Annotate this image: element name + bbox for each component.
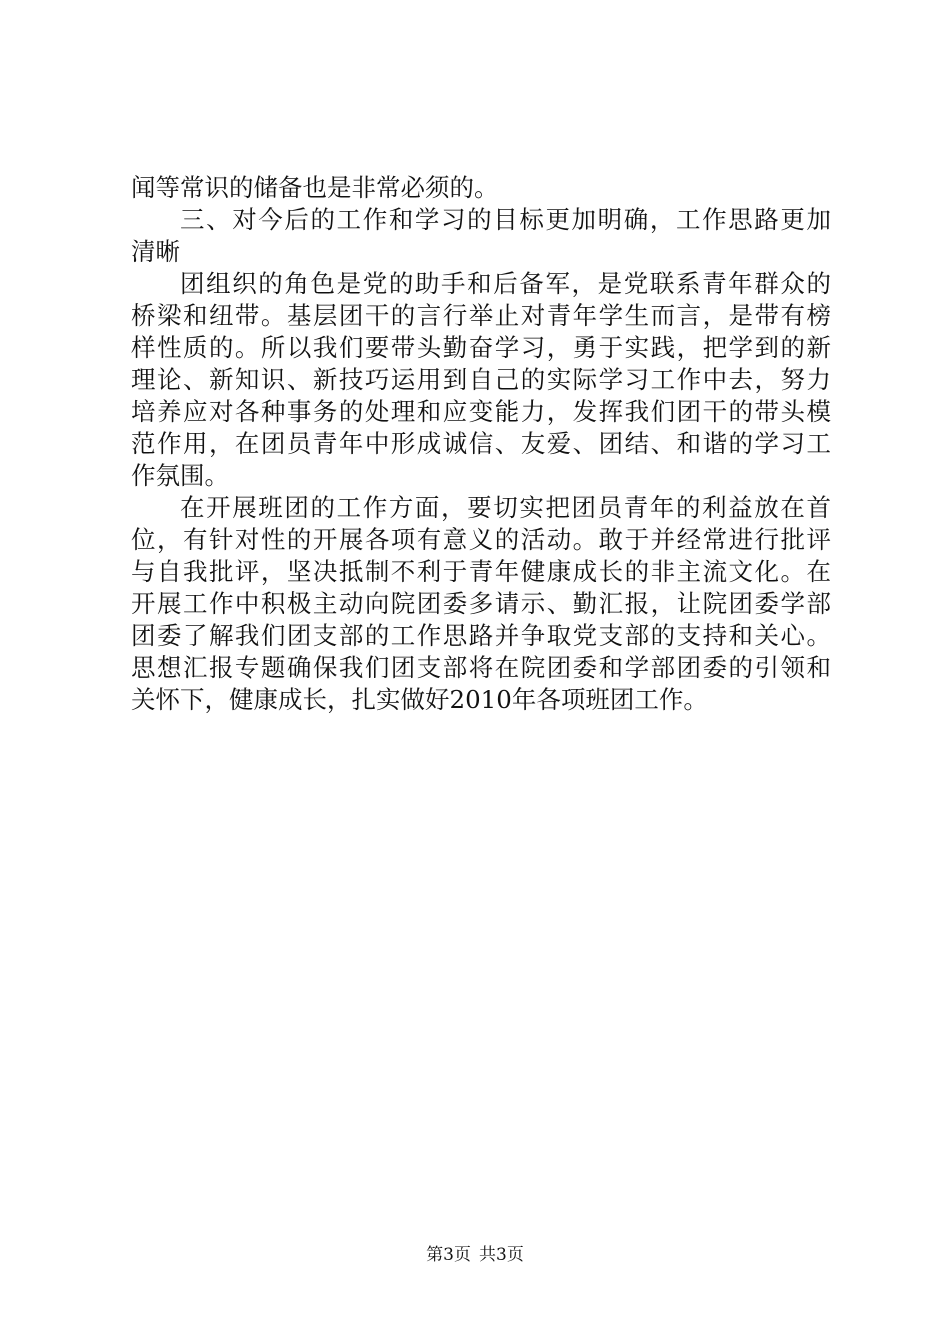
paragraph-line: 思想汇报专题确保我们团支部将在院团委和学部团委的引领和 — [131, 653, 831, 682]
section-heading-line: 清晰 — [131, 237, 180, 266]
paragraph-line: 团委了解我们团支部的工作思路并争取党支部的支持和关心。 — [131, 621, 831, 650]
paragraph-line: 关怀下，健康成长，扎实做好2010年各项班团工作。 — [131, 685, 708, 714]
paragraph-line: 团组织的角色是党的助手和后备军，是党联系青年群众的 — [180, 269, 831, 298]
paragraph-line: 与自我批评，坚决抵制不利于青年健康成长的非主流文化。在 — [131, 557, 831, 586]
page-number-total: 共3页 — [479, 1245, 524, 1265]
paragraph-line: 桥梁和纽带。基层团干的言行举止对青年学生而言，是带有榜 — [131, 301, 831, 330]
paragraph-line: 在开展班团的工作方面，要切实把团员青年的利益放在首 — [180, 493, 831, 522]
paragraph-line: 开展工作中积极主动向院团委多请示、勤汇报，让院团委学部 — [131, 589, 831, 618]
paragraph-line: 范作用，在团员青年中形成诚信、友爱、团结、和谐的学习工 — [131, 429, 831, 458]
paragraph-line: 位，有针对性的开展各项有意义的活动。敢于并经常进行批评 — [131, 525, 831, 554]
paragraph-line: 培养应对各种事务的处理和应变能力，发挥我们团干的带头模 — [131, 397, 831, 426]
document-body — [131, 172, 831, 716]
section-heading-line: 三、对今后的工作和学习的目标更加明确，工作思路更加 — [180, 205, 831, 234]
paragraph-line: 理论、新知识、新技巧运用到自己的实际学习工作中去，努力 — [131, 365, 831, 394]
page-number-current: 第3页 — [426, 1245, 471, 1265]
text-line: 闻等常识的储备也是非常必须的。 — [131, 173, 499, 202]
page-footer — [0, 1243, 950, 1267]
paragraph-line: 作氛围。 — [131, 461, 229, 490]
paragraph-line: 样性质的。所以我们要带头勤奋学习，勇于实践，把学到的新 — [131, 333, 831, 362]
